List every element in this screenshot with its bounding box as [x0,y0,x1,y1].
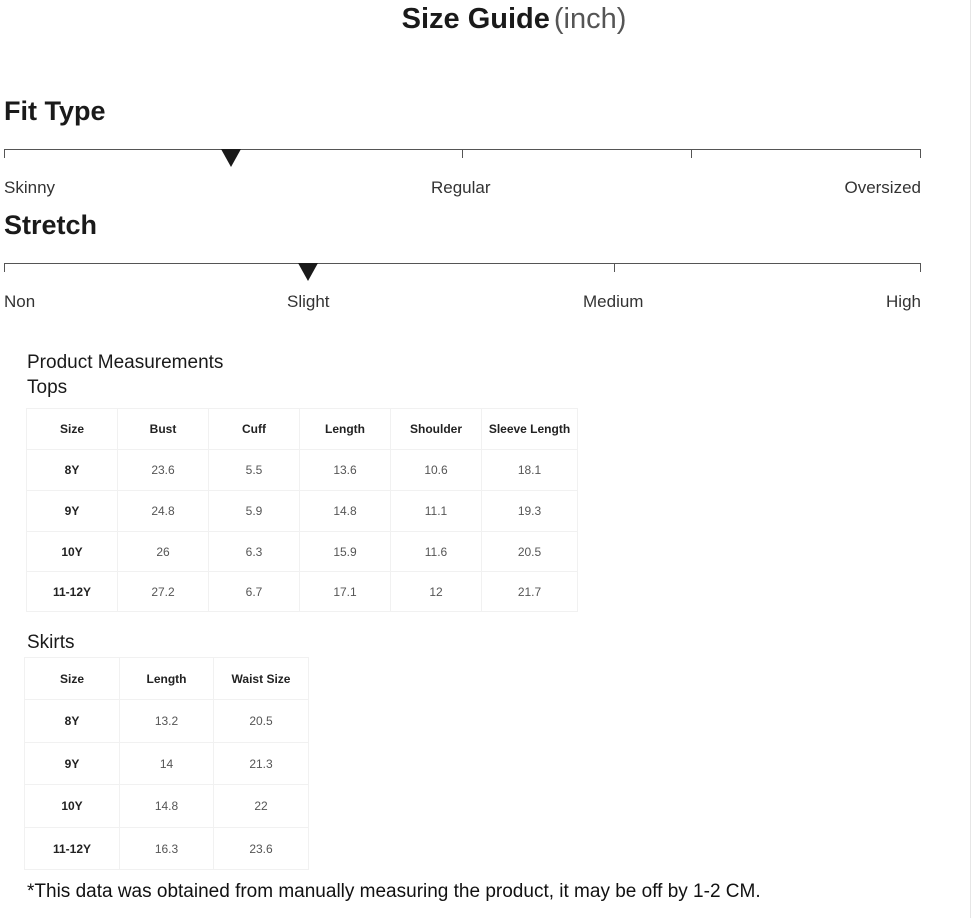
table-cell: 19.3 [482,491,578,532]
tops-header-cell: Size [27,409,118,450]
size-cell: 8Y [25,700,120,743]
fit-type-marker [221,149,241,167]
table-cell: 18.1 [482,450,578,491]
table-row [27,450,578,491]
table-cell: 6.3 [209,532,300,572]
stretch-label-high: High [886,292,921,311]
tops-header-cell: Bust [118,409,209,450]
fit-type-tick [920,149,921,158]
size-cell: 11-12Y [27,572,118,612]
table-cell: 12 [391,572,482,612]
table-cell: 21.7 [482,572,578,612]
table-cell: 20.5 [214,700,309,743]
table-row [25,785,309,828]
table-cell: 17.1 [300,572,391,612]
tops-table [26,408,578,612]
fit-type-title: Fit Type [4,96,106,126]
table-cell: 5.5 [209,450,300,491]
table-row [27,491,578,532]
table-cell: 10.6 [391,450,482,491]
table-cell: 16.3 [120,828,214,870]
table-cell: 23.6 [118,450,209,491]
skirts-header-cell: Size [25,658,120,700]
stretch-tick [4,263,5,272]
stretch-marker [298,263,318,281]
table-cell: 14.8 [300,491,391,532]
table-cell: 26 [118,532,209,572]
tops-header-cell: Sleeve Length [482,409,578,450]
table-cell: 27.2 [118,572,209,612]
stretch-tick [920,263,921,272]
table-cell: 11.6 [391,532,482,572]
fit-type-tick [4,149,5,158]
stretch-title: Stretch [4,210,98,240]
page-title-unit: (inch) [553,3,627,35]
tops-header-cell: Cuff [209,409,300,450]
fit-type-label-regular: Regular [431,178,491,197]
stretch-label-slight: Slight [287,292,330,311]
fit-type-tick [691,149,692,158]
table-cell: 23.6 [214,828,309,870]
fit-type-tick [462,149,463,158]
table-row [25,828,309,870]
size-cell: 9Y [27,491,118,532]
table-cell: 15.9 [300,532,391,572]
tops-header-cell: Shoulder [391,409,482,450]
size-cell: 11-12Y [25,828,120,870]
table-cell: 20.5 [482,532,578,572]
table-cell: 21.3 [214,743,309,785]
stretch-label-medium: Medium [583,292,644,311]
skirts-table [24,657,309,870]
tops-label: Tops [27,377,68,398]
tops-header-row [27,409,578,450]
fit-type-label-oversized: Oversized [844,178,921,197]
table-cell: 11.1 [391,491,482,532]
skirts-header-row [25,658,309,700]
fit-type-label-skinny: Skinny [4,178,56,197]
table-cell: 22 [214,785,309,828]
table-cell: 6.7 [209,572,300,612]
size-cell: 9Y [25,743,120,785]
tops-header-cell: Length [300,409,391,450]
table-row [27,572,578,612]
skirts-label: Skirts [27,632,75,653]
stretch-scale-line [4,263,921,264]
page-title-text: Size Guide [401,3,550,35]
table-cell: 14.8 [120,785,214,828]
table-cell: 5.9 [209,491,300,532]
table-row [25,700,309,743]
table-cell: 13.6 [300,450,391,491]
measurements-heading: Product Measurements [27,352,224,373]
skirts-header-cell: Waist Size [214,658,309,700]
stretch-label-non: Non [4,292,36,311]
table-cell: 13.2 [120,700,214,743]
page-title [0,2,971,36]
size-cell: 8Y [27,450,118,491]
size-cell: 10Y [27,532,118,572]
skirts-header-cell: Length [120,658,214,700]
table-row [27,532,578,572]
footnote: *This data was obtained from manually measuring the product, it may be off by 1-2 CM. [27,881,761,902]
stretch-tick [614,263,615,272]
table-row [25,743,309,785]
table-cell: 24.8 [118,491,209,532]
table-cell: 14 [120,743,214,785]
size-cell: 10Y [25,785,120,828]
